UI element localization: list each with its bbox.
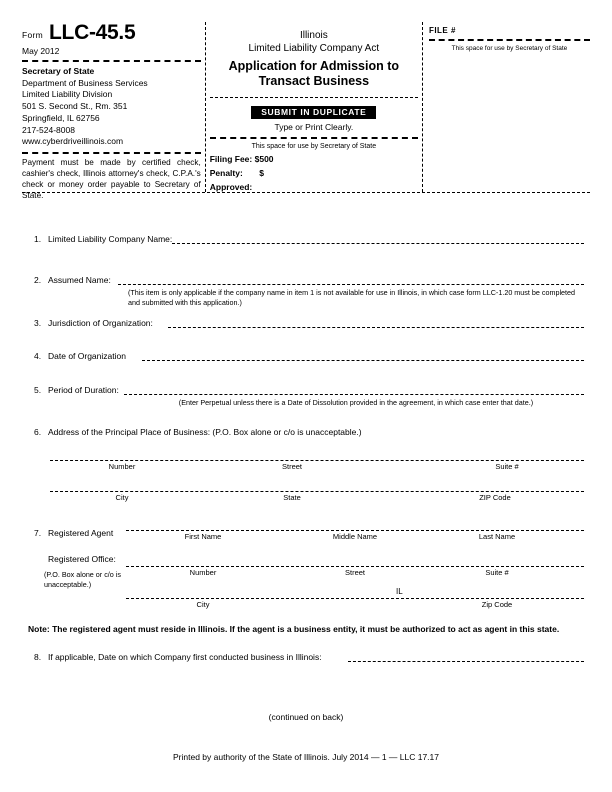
label-middle-name: Middle Name: [332, 532, 378, 541]
approved-label: Approved:: [209, 182, 253, 192]
item-5-note: (Enter Perpetual unless there is a Date of Dissolution provided in the agreement, in which case enter that date.): [178, 398, 534, 407]
divider: [22, 152, 201, 154]
divider: [210, 137, 418, 139]
filing-fee-label: Filing Fee:: [209, 154, 253, 164]
label-suite: Suite #: [495, 462, 519, 471]
agency-name: Secretary of State: [22, 66, 95, 76]
file-number-label: FILE #: [428, 26, 456, 35]
divider: [210, 97, 418, 98]
filing-fee-amount: $500: [254, 154, 274, 164]
header-bottom-rule: [22, 192, 590, 193]
file-space-note: This space for use by Secretary of State: [451, 45, 568, 52]
label-number: Number: [108, 462, 136, 471]
item-8-input-line[interactable]: [348, 661, 584, 662]
item-7-office-line1[interactable]: [126, 566, 584, 567]
label-first-name: First Name: [184, 532, 222, 541]
registered-office-note: (P.O. Box alone or c/o is unacceptable.): [44, 570, 121, 589]
item-5-number: 5.: [34, 385, 42, 395]
filing-fee-row: [210, 154, 418, 164]
item-8-label: If applicable, Date on which Company first conducted business in Illinois:: [48, 652, 322, 662]
printed-by-authority: Printed by authority of the State of Illinois. July 2014 — 1 — LLC 17.17: [172, 752, 439, 762]
sos-space-note: This space for use by Secretary of State: [251, 143, 377, 150]
state-preprint-il: IL: [396, 587, 403, 596]
label-state: State: [283, 493, 301, 502]
item-1-label: Limited Liability Company Name:: [48, 234, 173, 244]
item-3-label: Jurisdiction of Organization:: [48, 318, 153, 328]
state-name: Illinois: [299, 30, 328, 41]
registered-office-label: Registered Office:: [48, 554, 116, 564]
item-6-address-line2[interactable]: [50, 491, 584, 492]
agency-phone: 217-524-8008: [22, 124, 75, 135]
label-street: Street: [281, 462, 302, 471]
form-label: Form: [22, 30, 44, 40]
submit-in-duplicate-badge: SUBMIT IN DUPLICATE: [251, 106, 376, 119]
label-city: City: [115, 493, 129, 502]
form-title-line2: Transact Business: [258, 74, 370, 88]
item-2-label: Assumed Name:: [48, 275, 111, 285]
registered-agent-note: Note: The registered agent must reside in Illinois. If the agent is a business entity, it must be authorized to act as agent in this state.: [28, 624, 560, 634]
item-1-input-line[interactable]: [172, 243, 584, 244]
item-5-input-line[interactable]: [124, 394, 584, 395]
label-office-city: City: [196, 600, 210, 609]
continued-on-back: (continued on back): [268, 712, 344, 722]
item-7-office-line2[interactable]: [126, 598, 584, 599]
item-3-input-line[interactable]: [168, 327, 584, 328]
label-last-name: Last Name: [478, 532, 516, 541]
item-2-note: (This item is only applicable if the company name in item 1 is not available for use in Illinois, in which case form LLC-1.20 must be completed and submitted with this application.): [128, 288, 576, 307]
label-zip: ZIP Code: [479, 493, 511, 502]
agency-city: Springfield, IL 62756: [22, 112, 100, 123]
item-4-input-line[interactable]: [142, 360, 584, 361]
label-office-zip: Zip Code: [481, 600, 513, 609]
form-title-line1: Application for Admission to: [228, 59, 400, 73]
item-7-number: 7.: [34, 528, 42, 538]
agency-website: www.cyberdriveillinois.com: [22, 136, 124, 147]
form-number: LLC-45.5: [49, 21, 136, 44]
item-7-label: Registered Agent: [48, 528, 114, 538]
item-2-number: 2.: [34, 275, 42, 285]
divider: [429, 39, 590, 41]
header-agency-column: [22, 21, 206, 200]
form-header: [22, 21, 590, 200]
header-title-column: [206, 22, 423, 192]
item-4-label: Date of Organization: [48, 351, 126, 361]
item-6-address-line1[interactable]: [50, 460, 584, 461]
penalty-row: [210, 168, 418, 178]
item-6-number: 6.: [34, 427, 42, 437]
item-5-label: Period of Duration:: [48, 385, 119, 395]
form-revision-date: May 2012: [22, 46, 60, 56]
payment-instructions: Payment must be made by certified check, cashier's check, Illinois attorney's check, C.P.A.'s check or money order payable to Secretary of State.: [22, 158, 201, 200]
item-3-number: 3.: [34, 318, 42, 328]
item-8-number: 8.: [34, 652, 42, 662]
division-name: Limited Liability Division: [22, 89, 113, 100]
department-name: Department of Business Services: [22, 77, 148, 88]
form-identifier: [22, 22, 201, 43]
header-file-column: [423, 22, 590, 192]
item-7-agent-name-line[interactable]: [126, 530, 584, 531]
label-office-suite: Suite #: [485, 568, 509, 577]
agency-street: 501 S. Second St., Rm. 351: [22, 101, 128, 112]
item-4-number: 4.: [34, 351, 42, 361]
item-2-input-line[interactable]: [118, 284, 584, 285]
label-office-number: Number: [189, 568, 217, 577]
divider: [22, 60, 201, 62]
item-1-number: 1.: [34, 234, 42, 244]
penalty-label: Penalty:: [209, 168, 243, 178]
act-name: Limited Liability Company Act: [248, 42, 380, 54]
item-6-label: Address of the Principal Place of Business: (P.O. Box alone or c/o is unacceptable.): [48, 427, 362, 437]
type-or-print-note: Type or Print Clearly.: [274, 122, 354, 132]
penalty-amount: $: [259, 168, 264, 178]
label-office-street: Street: [344, 568, 365, 577]
